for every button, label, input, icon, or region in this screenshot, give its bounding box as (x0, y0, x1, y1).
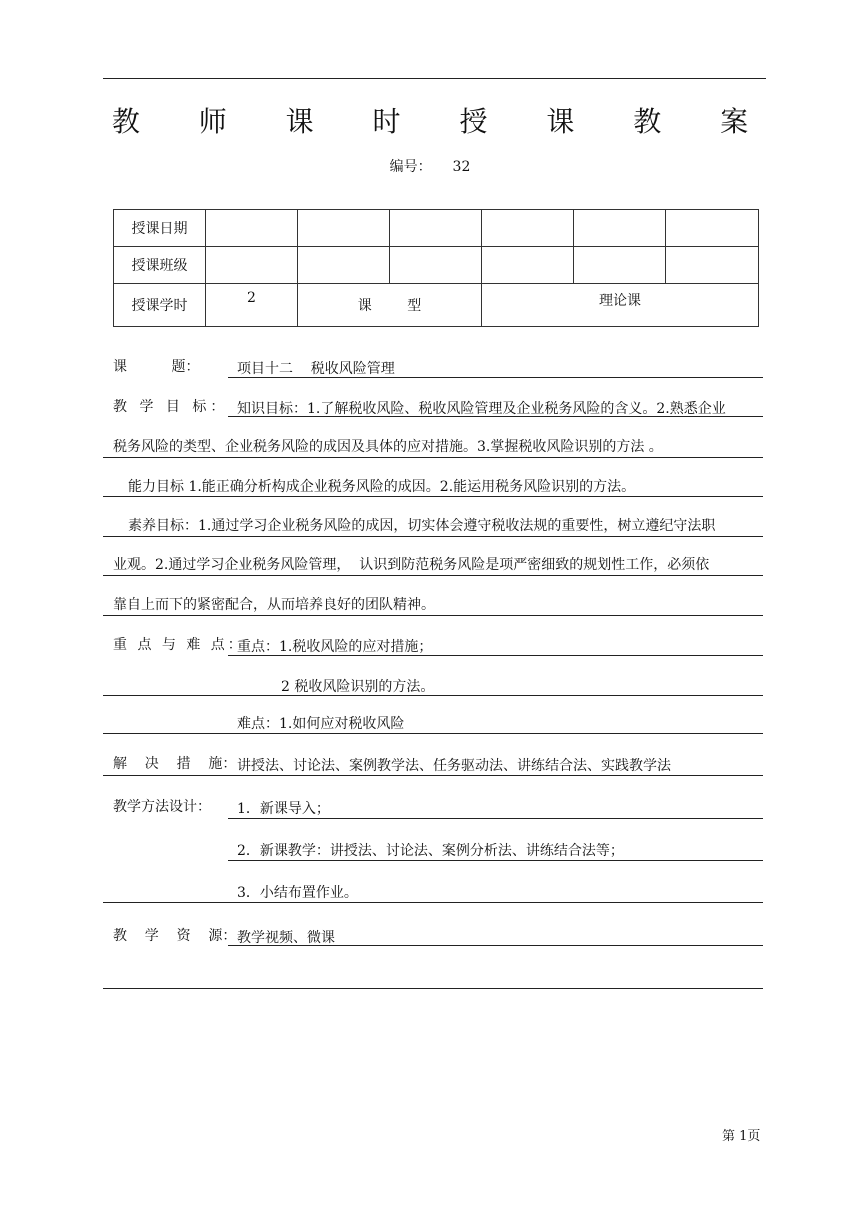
objectives-underline-3 (103, 496, 763, 497)
page-title: 教 师 课 时 授 课 教 案 (111, 105, 774, 138)
difficulty-point: 难点：1.如何应对税收风险 (237, 716, 405, 732)
topic-label: 课 题： (113, 359, 200, 375)
objectives-underline-5 (103, 575, 763, 576)
measures-label: 解 决 措 施： (113, 756, 237, 772)
page-number: 第 1页 (722, 1129, 761, 1144)
key-point-2: 2 税收风险识别的方法。 (281, 679, 435, 695)
type-label: 课 型 (298, 284, 482, 327)
class-cell (390, 247, 482, 284)
objectives-underline-1 (228, 416, 763, 417)
date-cell (298, 210, 390, 247)
key-underline-1 (228, 655, 763, 656)
knowledge-line-1: 知识目标：1.了解税收风险、税收风险管理及企业税务风险的含义。2.熟悉企业 (237, 401, 726, 417)
method-step-3: 3．小结布置作业。 (237, 885, 358, 901)
date-cell (206, 210, 298, 247)
quality-line-3: 靠自上而下的紧密配合，从而培养良好的团队精神。 (113, 597, 435, 613)
table-row (114, 284, 759, 327)
knowledge-line-2: 税务风险的类型、企业税务风险的成因及具体的应对措施。3.掌握税收风险识别的方法 。 (113, 439, 663, 455)
document-number (0, 156, 860, 176)
key-underline-3 (103, 733, 763, 734)
quality-line-1: 素养目标：1.通过学习企业税务风险的成因，切实体会遵守税收法规的重要性，树立遵纪守法职 (128, 518, 716, 534)
ability-line: 能力目标 1.能正确分析构成企业税务风险的成因。2.能运用税务风险识别的方法。 (128, 479, 636, 495)
class-cell (206, 247, 298, 284)
hours-label: 授课学时 (114, 284, 206, 327)
method-step-1: 1．新课导入； (237, 801, 330, 817)
class-cell (574, 247, 666, 284)
objectives-underline-4 (103, 536, 763, 537)
table-row (114, 247, 759, 284)
type-value: 理论课 (482, 284, 759, 327)
resources-label: 教 学 资 源： (113, 928, 237, 944)
date-cell (666, 210, 759, 247)
resources-underline (228, 945, 763, 946)
info-table (113, 209, 759, 327)
method-step-2: 2．新课教学：讲授法、讨论法、案例分析法、讲练结合法等； (237, 843, 624, 859)
resources-value: 教学视频、微课 (237, 930, 335, 946)
hours-value: 2 (206, 284, 298, 327)
top-rule (103, 78, 766, 79)
methods-underline-2 (228, 860, 763, 861)
date-label: 授课日期 (114, 210, 206, 247)
objectives-underline-6 (103, 615, 763, 616)
objectives-label: 教 学 目 标： (113, 399, 229, 415)
date-cell (390, 210, 482, 247)
class-cell (482, 247, 574, 284)
topic-underline (228, 377, 763, 378)
class-cell (298, 247, 390, 284)
date-cell (482, 210, 574, 247)
bottom-rule (103, 988, 763, 989)
methods-label: 教学方法设计： (113, 799, 211, 815)
date-cell (574, 210, 666, 247)
number-value: 32 (452, 159, 471, 175)
methods-underline-1 (228, 818, 763, 819)
key-underline-2 (103, 695, 763, 696)
quality-line-2: 业观。2.通过学习企业税务风险管理， 认识到防范税务风险是项严密细致的规划性工作，必须依 (113, 557, 710, 573)
key-point-1: 重点：1.税收风险的应对措施； (237, 639, 433, 655)
objectives-underline-2 (103, 457, 763, 458)
topic-value: 项目十二 税收风险管理 (237, 361, 395, 377)
class-cell (666, 247, 759, 284)
key-points-label: 重 点 与 难 点： (113, 637, 245, 653)
methods-underline-3 (103, 902, 763, 903)
measures-underline (103, 775, 763, 776)
class-label: 授课班级 (114, 247, 206, 284)
measures-value: 讲授法、讨论法、案例教学法、任务驱动法、讲练结合法、实践教学法 (237, 758, 671, 774)
table-row (114, 210, 759, 247)
number-label: 编号： (389, 159, 432, 175)
